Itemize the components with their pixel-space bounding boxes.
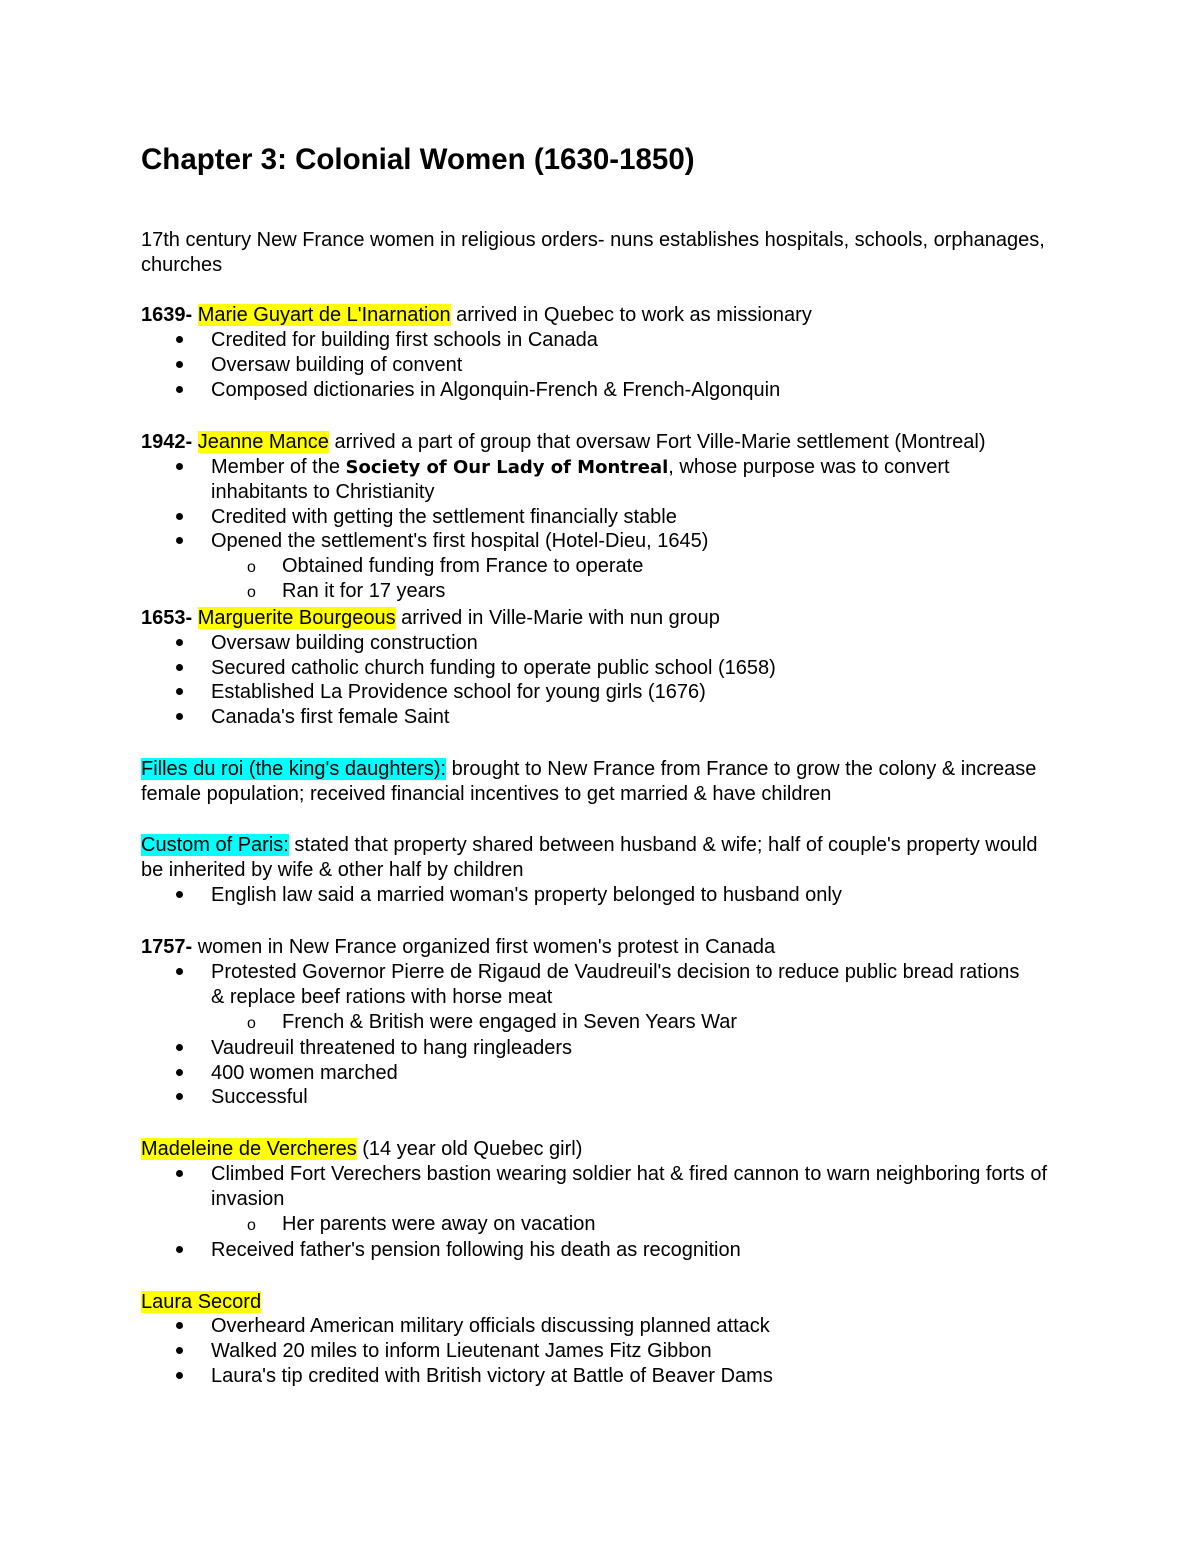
sub-list-item: Her parents were away on vacation [282,1213,596,1235]
list-item: Oversaw building construction [211,632,478,654]
list-item: Received father's pension following his death as recognition [211,1239,741,1261]
highlighted-name: Laura Secord [141,1291,262,1313]
list-item: English law said a married woman's property belonged to husband only [211,884,842,906]
bullet-icon [176,1364,188,1389]
intro-paragraph: 17th century New France women in religious orders- nuns establishes hospitals, schools, orphanages, churches [141,229,1045,276]
bullet-icon [176,1314,188,1339]
madeleine-heading [141,1137,582,1162]
list-item: Opened the settlement's first hospital (Hotel-Dieu, 1645) [211,530,709,552]
list-item-text: , whose purpose was to convert inhabitants to Christianity [211,456,950,503]
list-item: Climbed Fort Verechers bastion wearing soldier hat & fired cannon to warn neighboring forts of invasion [211,1163,1048,1210]
page-title: Chapter 3: Colonial Women (1630-1850) [141,143,695,176]
entry-1942-heading [141,430,985,455]
bullet-icon [176,631,188,656]
bullet-icon [176,529,188,554]
bullet-icon [176,1036,188,1061]
sub-list-item: Obtained funding from France to operate [282,555,644,577]
highlighted-term: Custom of Paris: [141,834,289,856]
sub-list-item: French & British were engaged in Seven Years War [282,1011,738,1033]
list-item: Credited with getting the settlement financially stable [211,506,677,528]
entry-description: arrived in Quebec to work as missionary [450,304,812,326]
list-item: Credited for building first schools in Canada [211,329,598,351]
list-item: Protested Governor Pierre de Rigaud de Vaudreuil's decision to reduce public bread rations & replace beef rations with horse meat [211,961,1020,1008]
list-item: Laura's tip credited with British victory at Battle of Beaver Dams [211,1365,773,1387]
bullet-icon [176,1238,188,1263]
list-item: Canada's first female Saint [211,706,450,728]
list-item: Successful [211,1086,308,1108]
bullet-icon [176,960,188,985]
list-item: Secured catholic church funding to operate public school (1658) [211,657,776,679]
entry-year: 1639- [141,304,193,326]
entry-description: arrived in Ville-Marie with nun group [395,607,720,629]
highlighted-name: Jeanne Mance [197,431,329,453]
highlighted-name: Marie Guyart de L'Inarnation [197,304,451,326]
bullet-icon [176,1085,188,1110]
entry-1653-heading [141,606,720,631]
bullet-icon [176,328,188,353]
list-item: 400 women marched [211,1062,398,1084]
entry-year: 1757- [141,936,193,958]
entry-description: women in New France organized first women's protest in Canada [192,936,776,958]
bullet-icon [176,705,188,730]
highlighted-name: Marguerite Bourgeous [197,607,396,629]
custom-of-paris-paragraph [141,833,1061,883]
bullet-icon [176,1061,188,1086]
list-item [211,455,1001,505]
bullet-icon [176,883,188,908]
sub-bullet-icon: o [247,559,256,576]
bullet-icon [176,1339,188,1364]
sub-list-item: Ran it for 17 years [282,580,446,602]
entry-year: 1942- [141,431,193,453]
list-item: Vaudreuil threatened to hang ringleaders [211,1037,572,1059]
bullet-icon [176,505,188,530]
term-definition: brought to New France from France to grow the colony & increase female population; received financial incentives to get married & have children [141,758,1037,805]
bullet-icon [176,1162,188,1187]
entry-1757-heading [141,935,775,960]
sub-bullet-icon: o [247,1015,256,1032]
list-item: Composed dictionaries in Algonquin-French & French-Algonquin [211,379,781,401]
bullet-icon [176,455,188,480]
bullet-icon [176,353,188,378]
list-item: Oversaw building of convent [211,354,463,376]
list-item: Overheard American military officials discussing planned attack [211,1315,770,1337]
list-item: Established La Providence school for young girls (1676) [211,681,706,703]
entry-description: arrived a part of group that oversaw Fort Ville-Marie settlement (Montreal) [328,431,986,453]
sub-bullet-icon: o [247,1217,256,1234]
society-name: Society of Our Lady of Montreal [345,457,669,478]
list-item: Walked 20 miles to inform Lieutenant James Fitz Gibbon [211,1340,712,1362]
bullet-icon [176,680,188,705]
term-definition: stated that property shared between husband & wife; half of couple's property would be inherited by wife & other half by children [141,834,1038,881]
highlighted-name: Madeleine de Vercheres [141,1138,357,1160]
bullet-icon [176,656,188,681]
bullet-icon [176,378,188,403]
filles-du-roi-paragraph [141,757,1061,807]
laura-secord-heading [141,1290,261,1315]
sub-bullet-icon: o [247,584,256,601]
highlighted-term: Filles du roi (the king's daughters): [141,758,447,780]
list-item-text: Member of the [211,456,346,478]
entry-1639-heading [141,303,812,328]
entry-description: (14 year old Quebec girl) [356,1138,583,1160]
entry-year: 1653- [141,607,193,629]
